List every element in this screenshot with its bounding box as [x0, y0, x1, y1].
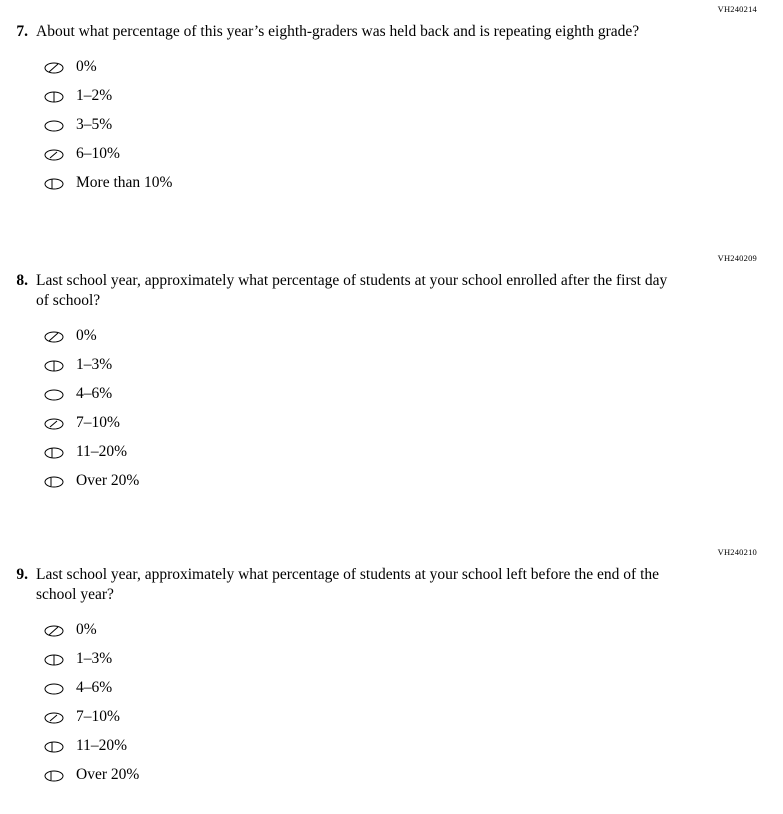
option-label: 11–20%	[76, 736, 128, 754]
option-label: Over 20%	[76, 765, 140, 783]
question-row-8	[0, 271, 783, 311]
option-row[interactable]	[44, 168, 783, 197]
option-label: 0%	[76, 57, 97, 75]
option-row[interactable]	[44, 379, 783, 408]
radio-bubble-icon[interactable]	[44, 682, 64, 694]
radio-bubble-icon[interactable]	[44, 740, 64, 752]
option-label: 7–10%	[76, 413, 120, 431]
question-block-7	[0, 4, 783, 197]
radio-bubble-icon[interactable]	[44, 475, 64, 487]
question-number-7: 7.	[16, 23, 28, 40]
radio-bubble-icon[interactable]	[44, 653, 64, 665]
spacer	[0, 557, 783, 565]
question-row-7	[0, 22, 783, 42]
option-row[interactable]	[44, 321, 783, 350]
option-label: 1–3%	[76, 649, 113, 667]
options-list-9	[0, 615, 783, 789]
option-label: 7–10%	[76, 707, 120, 725]
radio-bubble-icon[interactable]	[44, 177, 64, 189]
option-row[interactable]	[44, 408, 783, 437]
option-row[interactable]	[44, 466, 783, 495]
option-label: 4–6%	[76, 678, 113, 696]
radio-bubble-icon[interactable]	[44, 61, 64, 73]
option-row[interactable]	[44, 350, 783, 379]
option-row[interactable]	[44, 81, 783, 110]
radio-bubble-icon[interactable]	[44, 446, 64, 458]
radio-bubble-icon[interactable]	[44, 388, 64, 400]
option-row[interactable]	[44, 52, 783, 81]
option-label: 0%	[76, 620, 97, 638]
option-label: 4–6%	[76, 384, 113, 402]
radio-bubble-icon[interactable]	[44, 624, 64, 636]
option-row[interactable]	[44, 760, 783, 789]
options-list-8	[0, 321, 783, 495]
question-number-8: 8.	[16, 272, 28, 289]
spacer	[0, 263, 783, 271]
option-label: 3–5%	[76, 115, 113, 133]
item-code-8: VH240209	[717, 253, 757, 263]
option-label: Over 20%	[76, 471, 140, 489]
question-block-9	[0, 547, 783, 789]
spacer	[0, 14, 783, 22]
option-row[interactable]	[44, 110, 783, 139]
radio-bubble-icon[interactable]	[44, 119, 64, 131]
option-row[interactable]	[44, 644, 783, 673]
option-row[interactable]	[44, 702, 783, 731]
option-row[interactable]	[44, 615, 783, 644]
question-text-9: Last school year, approximately what percentage of students at your school left before the end of the school year?	[36, 566, 660, 603]
radio-bubble-icon[interactable]	[44, 90, 64, 102]
question-block-8	[0, 253, 783, 495]
question-text-8: Last school year, approximately what percentage of students at your school enrolled after the first day of school?	[36, 272, 668, 309]
item-code-9: VH240210	[717, 547, 757, 557]
option-label: 1–2%	[76, 86, 113, 104]
option-row[interactable]	[44, 731, 783, 760]
question-number-9: 9.	[16, 566, 28, 583]
option-row[interactable]	[44, 673, 783, 702]
radio-bubble-icon[interactable]	[44, 769, 64, 781]
options-list-7	[0, 52, 783, 197]
section-gap	[0, 197, 783, 253]
option-row[interactable]	[44, 139, 783, 168]
option-label: 11–20%	[76, 442, 128, 460]
section-gap	[0, 495, 783, 547]
item-code-7: VH240214	[717, 4, 757, 14]
question-row-9	[0, 565, 783, 605]
option-label: More than 10%	[76, 173, 173, 191]
radio-bubble-icon[interactable]	[44, 148, 64, 160]
radio-bubble-icon[interactable]	[44, 711, 64, 723]
radio-bubble-icon[interactable]	[44, 359, 64, 371]
question-text-7: About what percentage of this year’s eighth-graders was held back and is repeating eighth grade?	[36, 23, 640, 40]
option-label: 6–10%	[76, 144, 120, 162]
radio-bubble-icon[interactable]	[44, 417, 64, 429]
option-label: 0%	[76, 326, 97, 344]
option-row[interactable]	[44, 437, 783, 466]
radio-bubble-icon[interactable]	[44, 330, 64, 342]
option-label: 1–3%	[76, 355, 113, 373]
